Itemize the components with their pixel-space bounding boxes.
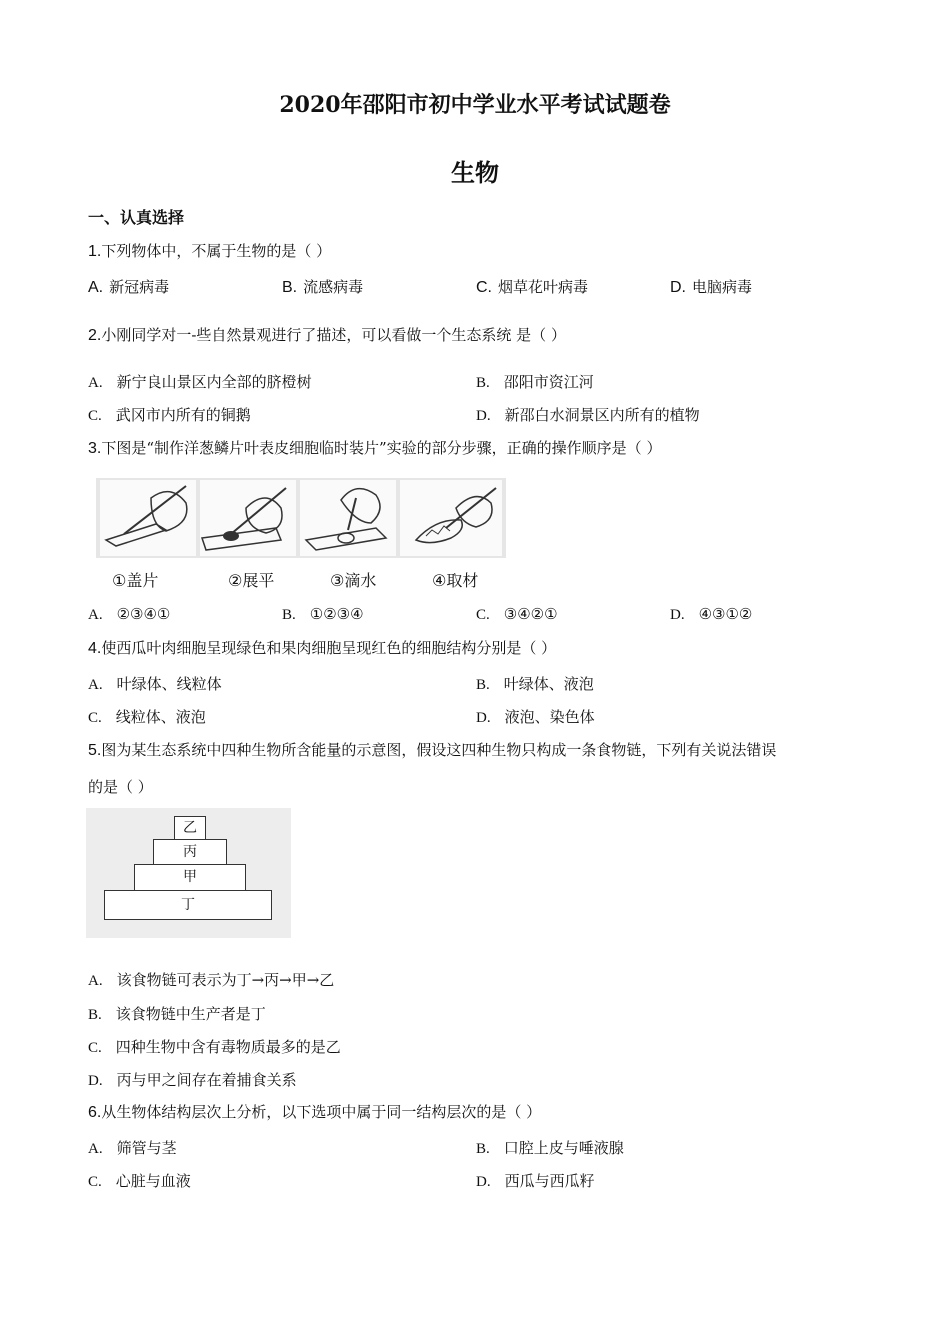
- option-1a: A. 新冠病毒: [88, 278, 170, 296]
- pyramid-level-base: 丁: [104, 890, 272, 920]
- step-take-material-illustration: [400, 480, 502, 556]
- option-1b: B. 流感病毒: [282, 278, 364, 296]
- option-5b: B. 该食物链中生产者是丁: [88, 1005, 266, 1023]
- option-3d: D. ④③①②: [670, 605, 753, 623]
- section-heading: 一、认真选择: [88, 208, 185, 227]
- option-4c: C. 线粒体、液泡: [88, 708, 206, 726]
- question-3: 3.下图是“制作洋葱鳞片叶表皮细胞临时装片”实验的部分步骤，正确的操作顺序是（ ）: [88, 439, 662, 457]
- pyramid-level-3: 甲: [134, 864, 246, 891]
- option-2a: A. 新宁良山景区内全部的脐橙树: [88, 373, 312, 391]
- option-5c: C. 四种生物中含有毒物质最多的是乙: [88, 1038, 341, 1056]
- slide-preparation-figure: [96, 478, 506, 558]
- option-5d: D. 丙与甲之间存在着捕食关系: [88, 1071, 297, 1089]
- option-6b: B. 口腔上皮与唾液腺: [476, 1139, 624, 1157]
- figure-label-3: ③滴水: [330, 571, 377, 590]
- pyramid-level-2: 丙: [153, 839, 227, 865]
- option-2d: D. 新邵白水洞景区内所有的植物: [476, 406, 700, 424]
- question-5: 5.图为某生态系统中四种生物所含能量的示意图，假设这四种生物只构成一条食物链，下列有关说法错误: [88, 741, 777, 759]
- option-6d: D. 西瓜与西瓜籽: [476, 1172, 595, 1190]
- option-6a: A. 筛管与茎: [88, 1139, 177, 1157]
- energy-pyramid-figure: [86, 808, 291, 938]
- option-4a: A. 叶绿体、线粒体: [88, 675, 222, 693]
- option-5a: A. 该食物链可表示为丁→丙→甲→乙: [88, 971, 335, 989]
- question-text: 下列物体中，不属于生物的是（ ）: [101, 242, 332, 260]
- figure-label-2: ②展平: [228, 571, 275, 590]
- question-1: [88, 240, 331, 261]
- exam-title: 2020年邵阳市初中学业水平考试试题卷: [279, 92, 671, 118]
- exam-subject: 生物: [451, 158, 499, 187]
- option-3b: B. ①②③④: [282, 605, 364, 623]
- option-4b: B. 叶绿体、液泡: [476, 675, 594, 693]
- option-2c: C. 武冈市内所有的铜鹅: [88, 406, 251, 424]
- question-6: 6.从生物体结构层次上分析，以下选项中属于同一结构层次的是（ ）: [88, 1103, 542, 1121]
- option-2b: B. 邵阳市资江河: [476, 373, 594, 391]
- question-4: 4.使西瓜叶肉细胞呈现绿色和果肉细胞呈现红色的细胞结构分别是（ ）: [88, 639, 557, 657]
- option-3a: A. ②③④①: [88, 605, 171, 623]
- option-1d: D. 电脑病毒: [670, 278, 753, 296]
- pyramid-level-top: 乙: [174, 816, 206, 840]
- figure-label-1: ①盖片: [112, 571, 159, 590]
- step-flatten-illustration: [200, 480, 296, 556]
- option-6c: C. 心脏与血液: [88, 1172, 191, 1190]
- option-4d: D. 液泡、染色体: [476, 708, 595, 726]
- step-cover-slip-illustration: [100, 480, 196, 556]
- question-2: 2.小刚同学对一-些自然景观进行了描述，可以看做一个生态系统 是（ ）: [88, 326, 566, 344]
- option-1c: C. 烟草花叶病毒: [476, 278, 589, 296]
- question-number: 1.: [88, 243, 102, 260]
- step-add-water-illustration: [300, 480, 396, 556]
- option-3c: C. ③④②①: [476, 605, 558, 623]
- figure-label-4: ④取材: [432, 571, 479, 590]
- question-5-continued: 的是（ ）: [88, 778, 153, 796]
